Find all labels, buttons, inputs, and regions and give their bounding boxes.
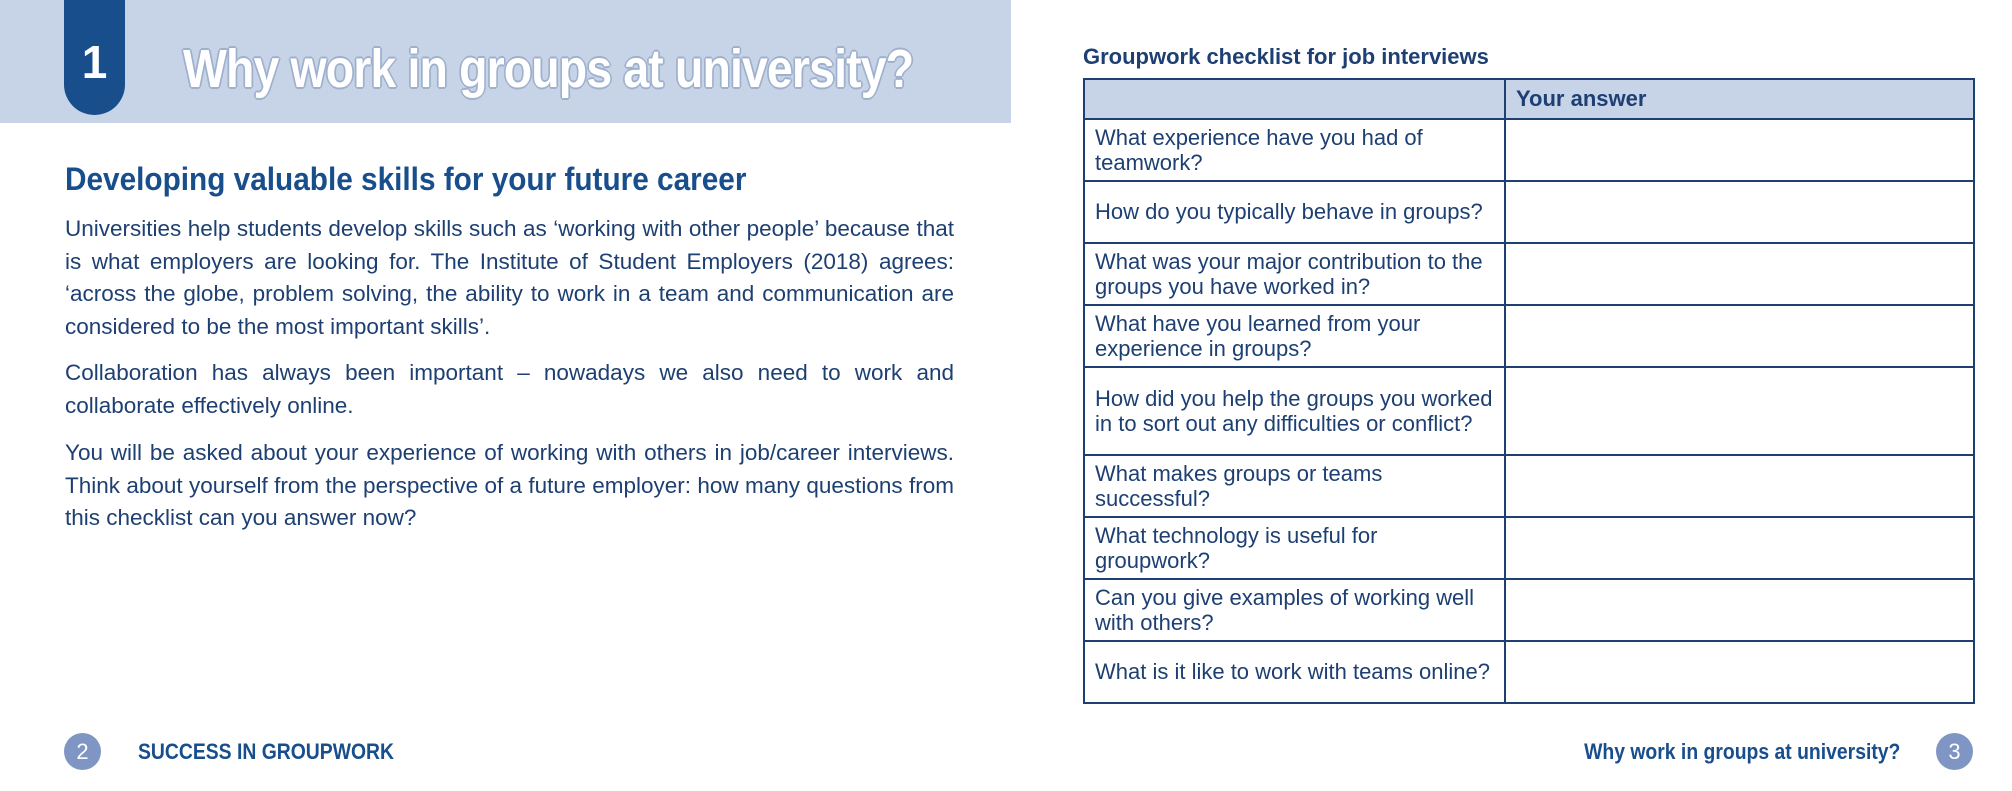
running-footer-right: Why work in groups at university? [1583,739,1900,764]
body-paragraph: Universities help students develop skills such as ‘working with other people’ because that is what employers are looking for. The Institute of Student Employers (2018) agrees: ‘across the globe, problem solving, the ability to work in a team and communication are considered to be the most important skills’. [65,216,954,339]
question-cell: How do you typically behave in groups? [1084,181,1505,243]
table-row [1084,641,1974,703]
checklist-table [1083,78,1975,704]
table-row [1084,579,1974,641]
answer-cell[interactable] [1505,181,1974,243]
table-header-row [1084,79,1974,119]
table-row [1084,367,1974,455]
question-cell: What makes groups or teams successful? [1084,455,1505,517]
answer-cell[interactable] [1505,579,1974,641]
page-number-left: 2 [64,733,101,770]
question-cell: What is it like to work with teams online? [1084,641,1505,703]
answer-cell[interactable] [1505,641,1974,703]
answer-cell[interactable] [1505,243,1974,305]
chapter-title: Why work in groups at university? [183,39,914,99]
body-paragraph: Collaboration has always been important – nowadays we also need to work and collaborate effectively online. [65,360,954,418]
answer-cell[interactable] [1505,119,1974,181]
question-cell: What have you learned from your experience in groups? [1084,305,1505,367]
answer-cell[interactable] [1505,367,1974,455]
question-cell: How did you help the groups you worked in to sort out any difficulties or conflict? [1084,367,1505,455]
section-heading: Developing valuable skills for your future career [65,161,747,197]
answer-cell[interactable] [1505,305,1974,367]
body-paragraph: You will be asked about your experience of working with others in job/career interviews. Think about yourself from the perspective of a future employer: how many questions from this checklist can you answer now? [65,440,954,530]
question-cell: What technology is useful for groupwork? [1084,517,1505,579]
checklist-title: Groupwork checklist for job interviews [1083,44,1489,69]
answer-cell[interactable] [1505,517,1974,579]
table-row [1084,181,1974,243]
table-row [1084,517,1974,579]
page-number-right: 3 [1936,733,1973,770]
question-cell: What was your major contribution to the groups you have worked in? [1084,243,1505,305]
question-cell: Can you give examples of working well with others? [1084,579,1505,641]
running-footer-left: SUCCESS IN GROUPWORK [138,739,395,764]
table-row [1084,455,1974,517]
table-row [1084,119,1974,181]
question-column-header [1084,79,1505,119]
answer-column-header: Your answer [1505,79,1974,119]
table-row [1084,243,1974,305]
chapter-number-tab: 1 [64,0,125,115]
table-row [1084,305,1974,367]
question-cell: What experience have you had of teamwork? [1084,119,1505,181]
answer-cell[interactable] [1505,455,1974,517]
